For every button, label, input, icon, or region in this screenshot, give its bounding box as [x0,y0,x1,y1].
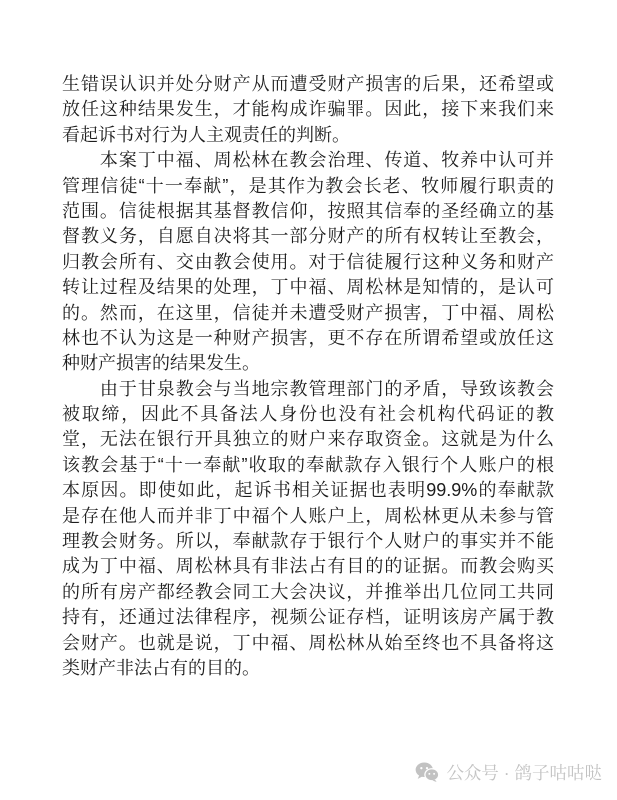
text-line: 本原因。即使如此，起诉书相关证据也表明99.9%的奉献款 [62,480,554,501]
text-line: 督教义务，自愿自决将其一部分财产的所有权转让至教会， [62,226,554,247]
text-line: 会财产。也就是说，丁中福、周松林从始至终也不具备将这 [62,632,554,653]
text-line: 该教会基于“十一奉献”收取的奉献款存入银行个人账户的根 [62,454,554,475]
text-line: 理教会财务。所以，奉献款存于银行个人财户的事实并不能 [62,531,554,552]
document-text [62,72,554,681]
watermark-label: 公众号 · 鸽子咕咕哒 [446,762,602,783]
text-line: 放任这种结果发生，才能构成诈骗罪。因此，接下来我们来 [62,99,554,120]
text-line: 持有，还通过法律程序，视频公证存档，证明该房产属于教 [62,607,554,628]
text-line: 本案丁中福、周松林在教会治理、传道、牧养中认可并 [62,150,554,171]
text-line: 的。然而，在这里，信徒并未遭受财产损害，丁中福、周松 [62,302,554,323]
text-line: 生错误认识并处分财产从而遭受财产损害的后果，还希望或 [62,74,554,94]
text-line: 归教会所有、交由教会使用。对于信徒履行这种义务和财产 [62,251,554,272]
text-line: 是存在他人而并非丁中福个人账户上，周松林更从未参与管 [62,505,554,526]
text-line: 转让过程及结果的处理，丁中福、周松林是知情的，是认可 [62,277,554,298]
text-line: 林也不认为这是一种财产损害，更不存在所谓希望或放任这 [62,327,554,348]
text-line: 种财产损害的结果发生。 [62,353,260,374]
text-line: 的所有房产都经教会同工大会决议，并推举出几位同工共同 [62,581,554,602]
text-line: 看起诉书对行为人主观责任的判断。 [62,124,350,145]
text-line: 类财产非法占有的目的。 [62,657,260,678]
text-line: 管理信徒“十一奉献”，是其作为教会长老、牧师履行职责的 [62,175,554,196]
wechat-icon [415,762,439,782]
text-line: 被取缔，因此不具备法人身份也没有社会机构代码证的教 [62,404,554,425]
watermark-footer [415,759,602,785]
text-line: 成为丁中福、周松林具有非法占有目的的证据。而教会购买 [62,556,554,577]
text-line: 范围。信徒根据其基督教信仰，按照其信奉的圣经确立的基 [62,200,554,221]
text-line: 由于甘泉教会与当地宗教管理部门的矛盾，导致该教会 [62,378,554,399]
text-line: 堂，无法在银行开具独立的财户来存取资金。这就是为什么 [62,429,554,450]
